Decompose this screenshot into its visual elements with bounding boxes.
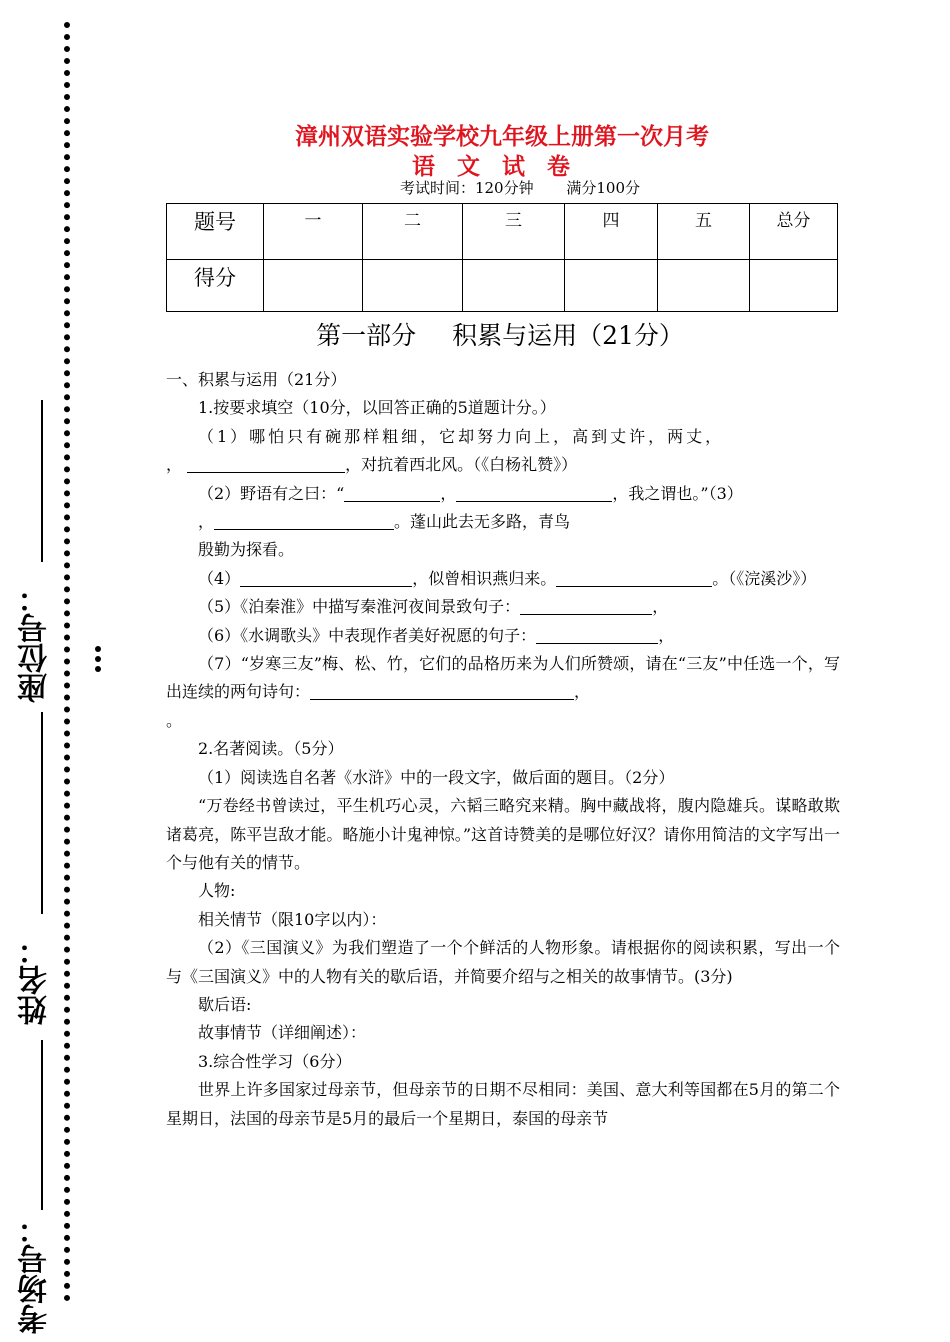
question-1-6 — [166, 622, 840, 650]
score-table-header-cell: 一 — [264, 204, 363, 260]
score-table-header-cell: 总分 — [750, 204, 838, 260]
text-fragment: ，我之谓也。”（3） — [612, 483, 743, 503]
question-1-5 — [166, 593, 840, 621]
answer-blank[interactable] — [520, 596, 652, 615]
heading-1: 一、积累与运用（21分） — [166, 370, 347, 389]
question-1-3 — [166, 508, 840, 536]
question-3-text: 世界上许多国家过母亲节，但母亲节的日期不尽相同：美国、意大利等国都在5月的第二个星期日，法国的母亲节是5月的最后一个星期日，泰国的母亲节 — [166, 1080, 840, 1128]
score-cell[interactable] — [463, 260, 565, 312]
full-score: 满分100分 — [566, 179, 641, 197]
text-fragment: ，对抗着西北风。（《白杨礼赞》） — [345, 455, 578, 475]
question-2: 2.名著阅读。（5分） — [198, 739, 344, 759]
text-fragment: ， — [166, 455, 183, 475]
score-table-header-cell: 五 — [658, 204, 750, 260]
text-fragment: ， — [440, 483, 457, 503]
question-2-1-poem: “万卷经书曾读过，平生机巧心灵，六韬三略究来精。胸中藏战将，腹内隐雄兵。谋略敢欺诸葛亮，陈平岂敌才能。略施小计鬼神惊。”这首诗赞美的是哪位好汉？请你用简洁的文字写出一个与他有关的情节。 — [166, 796, 840, 872]
question-1-4 — [166, 565, 840, 593]
question-1-7-end: 。 — [166, 710, 183, 730]
question-1-7 — [166, 650, 840, 707]
text-fragment: ， — [658, 625, 675, 645]
exam-time: 考试时间：120分钟 — [399, 179, 534, 197]
question-2-1: （1）阅读选自名著《水浒》中的一段文字，做后面的题目。（2分） — [198, 767, 675, 787]
text-fragment: （4） — [198, 568, 241, 588]
text-fragment: ， — [652, 597, 669, 617]
score-cell[interactable] — [658, 260, 750, 312]
text-fragment: ， — [574, 682, 591, 702]
section-part: 第一部分 — [316, 321, 417, 350]
question-2-person: 人物: — [198, 881, 236, 901]
question-1-1: （1）哪怕只有碗那样粗细，它却努力向上，高到丈许，两丈， — [198, 426, 725, 446]
score-table-header-cell: 四 — [565, 204, 658, 260]
text-fragment: （6）《水调歌头》中表现作者美好祝愿的句子： — [198, 625, 537, 645]
exam-info — [0, 177, 950, 198]
text-fragment: （7）“岁寒三友”梅、松、竹，它们的品格历来为人们所赞颂，请在“三友”中任选一个，写出连续的两句诗句： — [166, 654, 840, 702]
text-fragment: 。（《浣溪沙》） — [712, 568, 817, 588]
question-2-story: 故事情节（详细阐述）： — [198, 1023, 367, 1043]
score-table-header-cell: 题号 — [167, 204, 264, 260]
score-table-header-cell: 二 — [363, 204, 463, 260]
question-1-2 — [166, 480, 840, 508]
score-cell[interactable] — [565, 260, 658, 312]
score-cell[interactable] — [750, 260, 838, 312]
seat-number-blank[interactable] — [41, 400, 43, 562]
section-heading — [0, 316, 950, 352]
question-2-xiehouyu: 歇后语: — [198, 994, 252, 1014]
score-cell[interactable] — [264, 260, 363, 312]
answer-blank[interactable] — [214, 511, 394, 530]
text-fragment: ， — [198, 512, 215, 532]
score-row-label: 得分 — [167, 260, 264, 312]
question-body — [166, 366, 840, 1133]
answer-blank[interactable] — [536, 625, 658, 644]
score-table — [166, 203, 838, 312]
answer-blank[interactable] — [240, 568, 412, 587]
binding-colon-mark — [93, 646, 103, 676]
question-1: 1.按要求填空（10分，以回答正确的5道题计分。） — [198, 398, 556, 418]
exam-subtitle: 语文试卷 — [412, 154, 592, 180]
question-1-3-cont: 殷勤为探看。 — [198, 540, 295, 560]
exam-room-blank[interactable] — [41, 1040, 43, 1210]
exam-room-label: 考场号： — [18, 1214, 53, 1334]
exam-title: 漳州双语实验学校九年级上册第一次月考 — [295, 124, 709, 150]
score-cell[interactable] — [363, 260, 463, 312]
section-name: 积累与运用（21分） — [452, 321, 684, 350]
question-2-2: （2）《三国演义》为我们塑造了一个个鲜活的人物形象。请根据你的阅读积累，写出一个与《三国演义》中的人物有关的歇后语，并简要介绍与之相关的故事情节。(3分) — [166, 938, 840, 986]
text-fragment: （2）野语有之曰：“ — [198, 483, 345, 503]
answer-blank[interactable] — [344, 483, 440, 502]
text-fragment: 。蓬山此去无多路，青鸟 — [394, 512, 571, 532]
question-3: 3.综合性学习（6分） — [198, 1051, 352, 1071]
question-2-plot: 相关情节（限10字以内）： — [198, 909, 387, 929]
name-label: 姓名： — [18, 935, 53, 1025]
answer-blank[interactable] — [187, 454, 345, 473]
text-fragment: ，似曾相识燕归来。 — [412, 568, 557, 588]
binding-dotted-line — [64, 22, 70, 1302]
question-1-1-cont — [166, 451, 840, 479]
answer-blank[interactable] — [556, 568, 712, 587]
answer-blank[interactable] — [456, 483, 612, 502]
text-fragment: （5）《泊秦淮》中描写秦淮河夜间景致句子： — [198, 597, 521, 617]
seat-number-label: 座位号： — [18, 583, 53, 703]
answer-blank[interactable] — [310, 681, 574, 700]
name-blank-lower[interactable] — [41, 712, 43, 914]
score-table-header-cell: 三 — [463, 204, 565, 260]
